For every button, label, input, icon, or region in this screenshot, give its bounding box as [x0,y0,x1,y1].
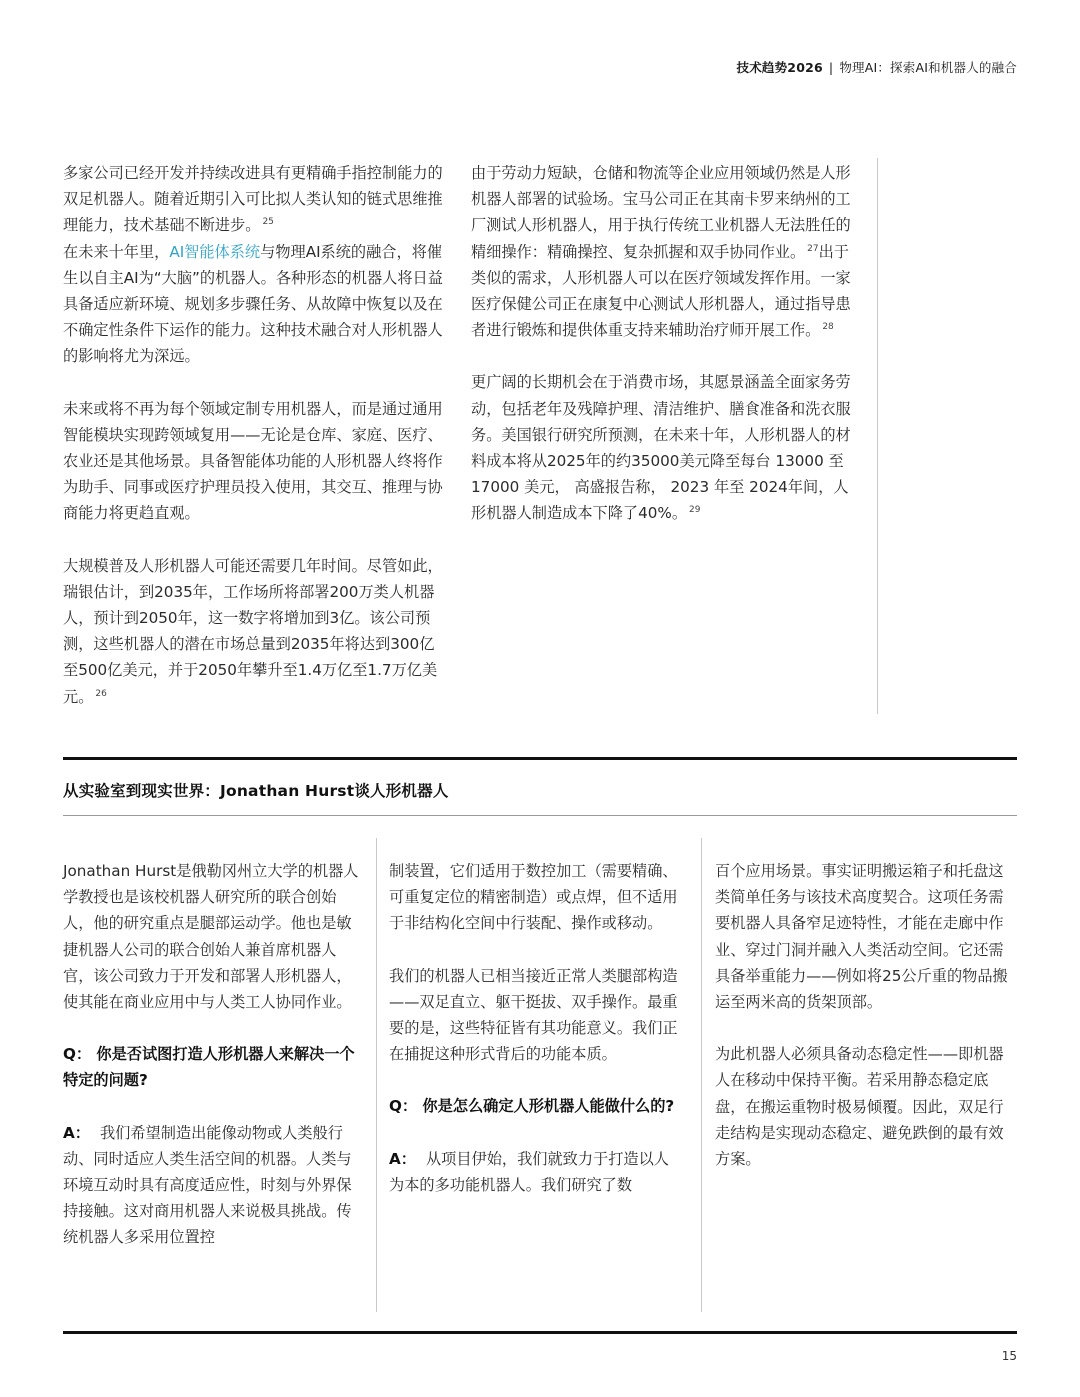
box-bottom-rule [63,1331,1017,1334]
interview-column-3 [715,858,1011,1172]
running-header [737,58,1018,76]
column-divider [701,838,702,1312]
paragraph: 未来或将不再为每个领域定制专用机器人，而是通过通用智能模块实现跨领域复用——无论是仓库、家庭、医疗、农业还是其他场景。具备智能体功能的人形机器人终将作为助手、同事或医疗护理员投入使用，其交互、推理与协商能力将更趋直观。 [63,399,443,523]
ai-agent-link[interactable]: AI智能体系统 [169,242,261,261]
paragraph: 制装置，它们适用于数控加工（需要精确、可重复定位的精密制造）或点焊，但不适用于非结构化空间中行装配、操作或移动。 [389,862,678,933]
paragraph: 多家公司已经开发并持续改进具有更精确手指控制能力的双足机器人。随着近期引入可比拟人类认知的链式思维推理能力，技术基础不断进步。 $^{25}$ [63,164,443,235]
paragraph: 更广阔的长期机会在于消费市场，其愿景涵盖全面家务劳动，包括老年及残障护理、清洁维护、膳食准备和洗衣服务。美国银行研究所预测，在未来十年，人形机器人的材料成本将从2025年的约35000美元降至每台 13000 至 17000 美元， 高盛报告称， 2023 年至 2024年间，人形机器人制造成本下降了40%。 $^{29}$ [471,373,851,523]
column-divider [877,158,878,714]
interview-title: 从实验室到现实世界：Jonathan Hurst谈人形机器人 [63,782,449,800]
top-right-column [471,160,855,527]
paragraph: 由于劳动力短缺，仓储和物流等企业应用领域仍然是人形机器人部署的试验场。宝马公司正在其南卡罗来纳州的工厂测试人形机器人，用于执行传统工业机器人无法胜任的精细操作：精确操控、复杂抓握和双手协同作业。 $^{27}$出于类似的需求，人形机器人可以在医疗领域发挥作用。一家医疗保健公司正在康复中心测试人形机器人，通过指导患者进行锻炼和提供体重支持来辅助治疗师开展工作。 $^{28}$ [471,164,851,340]
question: Q： 你是否试图打造人形机器人来解决一个特定的问题? [63,1045,355,1090]
page-number: 15 [1001,1349,1017,1363]
title-underline [63,815,1017,816]
question: Q： 你是怎么确定人形机器人能做什么的? [389,1097,675,1116]
header-subtitle: 物理AI：探索AI和机器人的融合 [839,60,1017,75]
paragraph: Jonathan Hurst是俄勒冈州立大学的机器人学教授也是该校机器人研究所的联合创始人，他的研究重点是腿部运动学。他也是敏捷机器人公司的联合创始人兼首席机器人官，该公司致力于开发和部署人形机器人，使其能在商业应用中与人类工人协同作业。 [63,862,359,1012]
answer: A： 我们希望制造出能像动物或人类般行动、同时适应人类生活空间的机器。人类与环境互动时具有高度适应性，时刻与外界保持接触。这对商用机器人来说极具挑战。传统机器人多采用位置控 [63,1123,352,1247]
header-title: 技术趋势2026 [736,60,823,75]
paragraph: 大规模普及人形机器人可能还需要几年时间。尽管如此，瑞银估计，到2035年，工作场所将部署200万类人机器人，预计到2050年，这一数字将增加到3亿。该公司预测，这些机器人的潜在市场总量到2035年将达到300亿至500亿美元，并于2050年攀升至1.4万亿至1.7万亿美元。 $^{26}$ [63,556,443,706]
column-divider [376,838,377,1312]
answer-label: A： [389,1149,416,1168]
interview-column-1 [63,858,363,1251]
footnote-ref: 28 [822,322,834,333]
answer-label: A： [63,1123,90,1142]
footnote-ref: 25 [262,217,274,228]
footnote-ref: 29 [689,505,701,516]
box-top-rule [63,757,1017,760]
interview-column-2 [389,858,681,1198]
header-separator: | [828,60,834,75]
footnote-ref: 27 [807,243,819,254]
answer: A： 从项目伊始，我们就致力于打造以人为本的多功能机器人。我们研究了数 [389,1149,669,1194]
footnote-ref: 26 [95,688,107,699]
paragraph: 我们的机器人已相当接近正常人类腿部构造——双足直立、躯干挺拔、双手操作。最重要的是，这些特征皆有其功能意义。我们正在捕捉这种形式背后的功能本质。 [389,966,678,1064]
paragraph: 在未来十年里，AI智能体系统与物理AI系统的融合，将催生以自主AI为“大脑”的机器人。各种形态的机器人将日益具备适应新环境、规划多步骤任务、从故障中恢复以及在不确定性条件下运作的能力。这种技术融合对人形机器人的影响将尤为深远。 [63,242,443,366]
top-left-column [63,160,447,710]
paragraph: 为此机器人必须具备动态稳定性——即机器人在移动中保持平衡。若采用静态稳定底盘，在搬运重物时极易倾覆。因此，双足行走结构是实现动态稳定、避免跌倒的最有效方案。 [715,1045,1004,1169]
paragraph: 百个应用场景。事实证明搬运箱子和托盘这类简单任务与该技术高度契合。这项任务需要机器人具备窄足迹特性，才能在走廊中作业、穿过门洞并融入人类活动空间。它还需具备举重能力——例如将25公斤重的物品搬运至两米高的货架顶部。 [715,862,1008,1012]
